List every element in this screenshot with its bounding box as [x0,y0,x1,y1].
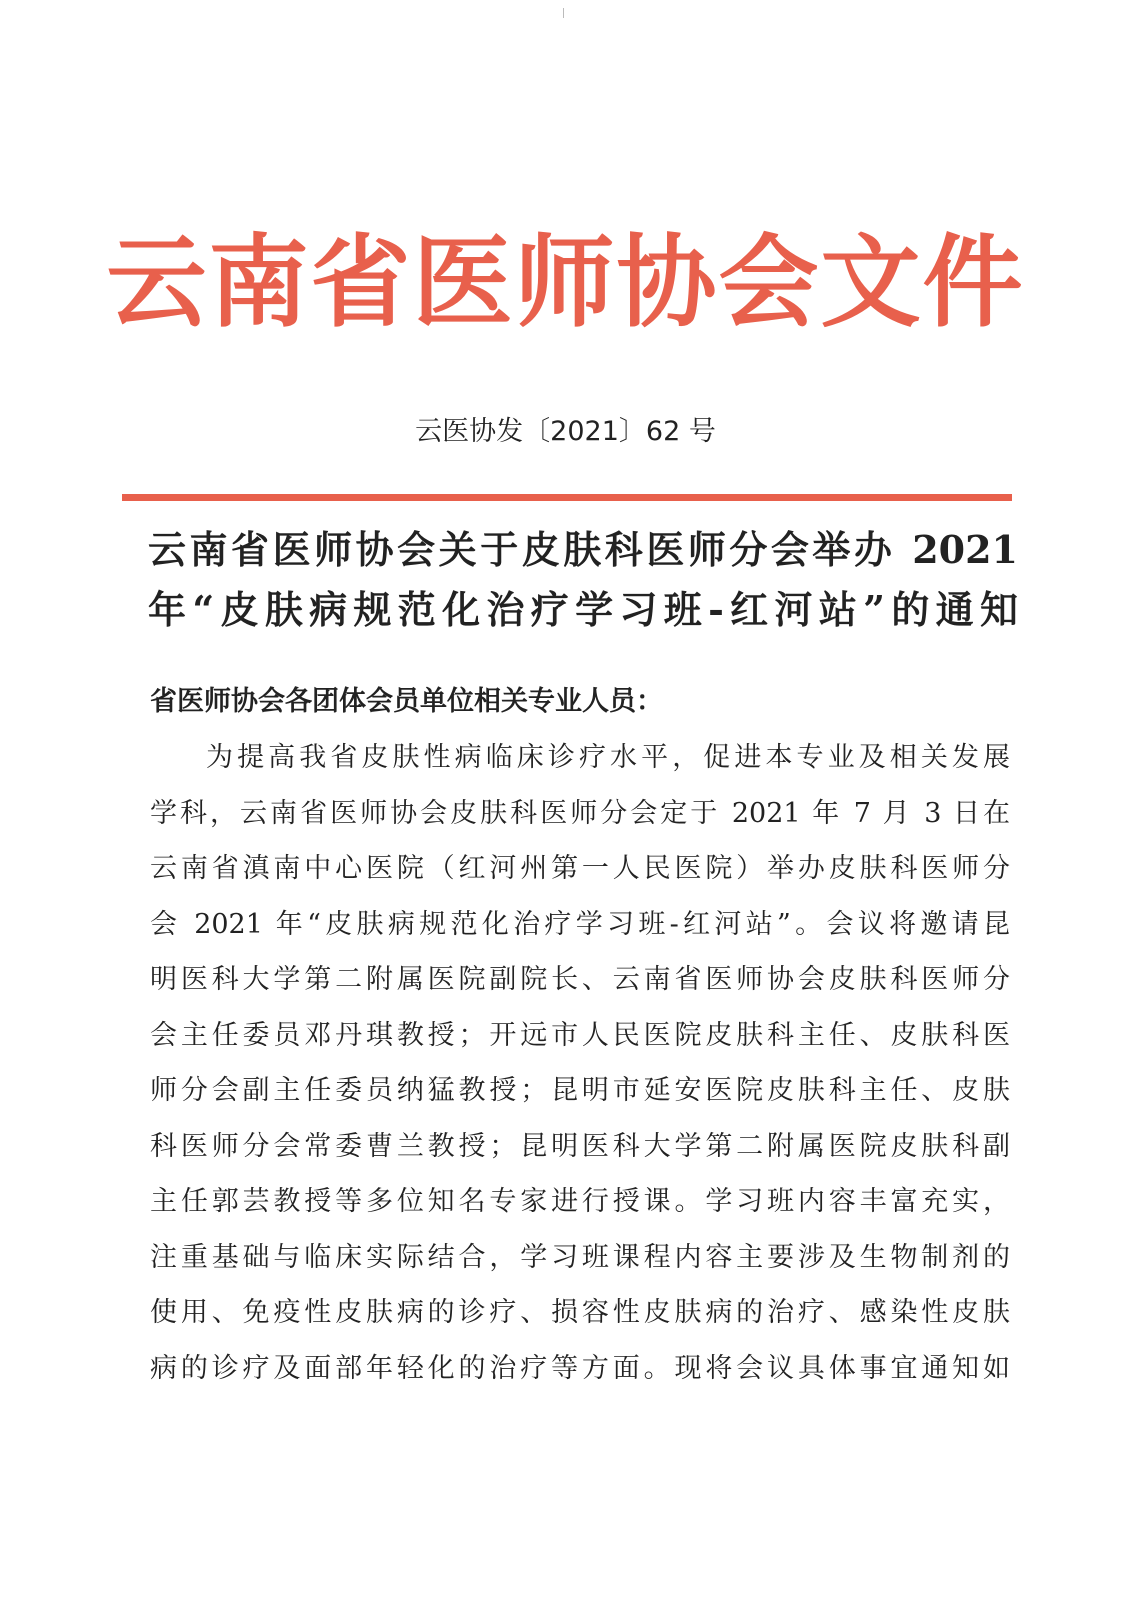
body-line: 主任郭芸教授等多位知名专家进行授课。学习班内容丰富充实， [150,1186,1010,1217]
red-divider-rule [122,494,1012,501]
body-line: 为提高我省皮肤性病临床诊疗水平，促进本专业及相关发展 [206,742,1010,773]
body-line: 病的诊疗及面部年轻化的治疗等方面。现将会议具体事宜通知如 [150,1352,1010,1384]
body-line: 会主任委员邓丹琪教授；开远市人民医院皮肤科主任、皮肤科医 [150,1019,1010,1051]
notice-title-line-1: 云南省医师协会关于皮肤科医师分会举办 2021 [148,527,1018,572]
body-line: 注重基础与临床实际结合，学习班课程内容主要涉及生物制剂的 [150,1241,1010,1273]
body-line: 云南省滇南中心医院（红河州第一人民医院）举办皮肤科医师分 [150,853,1010,884]
document-masthead: 云南省医师协会文件 [106,223,1025,341]
body-line: 会 2021 年“皮肤病规范化治疗学习班-红河站”。会议将邀请昆 [150,908,1010,940]
scan-mark [563,8,564,18]
body-line: 师分会副主任委员纳猛教授；昆明市延安医院皮肤科主任、皮肤 [150,1075,1010,1106]
document-number: 云医协发〔2021〕62 号 [415,416,716,447]
notice-body [150,730,1010,1396]
body-line: 明医科大学第二附属医院副院长、云南省医师协会皮肤科医师分 [150,964,1010,995]
body-line: 使用、免疫性皮肤病的诊疗、损容性皮肤病的治疗、感染性皮肤 [150,1297,1010,1328]
salutation: 省医师协会各团体会员单位相关专业人员： [150,686,663,717]
notice-title [148,520,1018,640]
body-line: 科医师分会常委曹兰教授；昆明医科大学第二附属医院皮肤科副 [150,1130,1010,1162]
body-line: 学科，云南省医师协会皮肤科医师分会定于 2021 年 7 月 3 日在 [150,797,1010,829]
notice-title-line-2: 年“皮肤病规范化治疗学习班-红河站”的通知 [148,587,1018,632]
